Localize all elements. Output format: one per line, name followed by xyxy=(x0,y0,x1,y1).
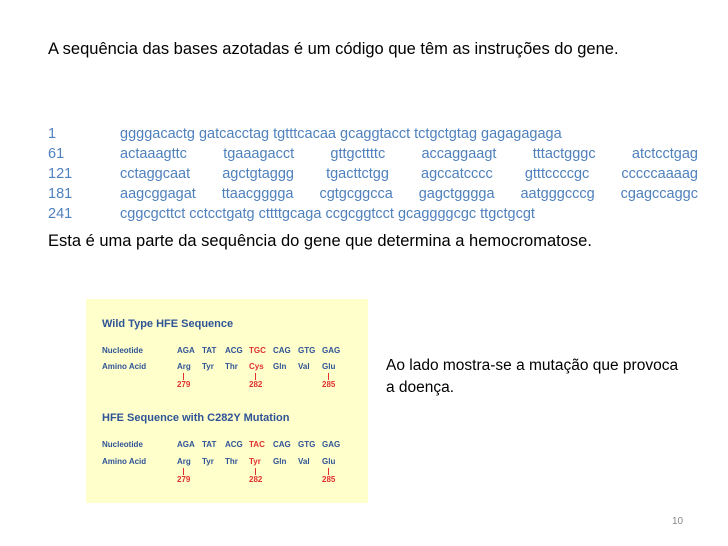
position-number: 282 xyxy=(249,380,263,389)
sequence-text xyxy=(120,124,698,144)
amino-acid: Arg xyxy=(177,362,191,371)
codon: CAG xyxy=(273,440,291,449)
sequence-position: 61 xyxy=(48,146,65,162)
amino-acid: Glu xyxy=(322,362,336,371)
amino-acid: Thr xyxy=(225,362,238,371)
sequence-chunk: ttaacgggga xyxy=(221,186,294,202)
sequence-chunk: gtttccccgc xyxy=(524,166,590,182)
page-number: 10 xyxy=(672,516,684,527)
sequence-chunk: gagctgggga xyxy=(418,186,495,202)
sequence-chunk: accaggaagt xyxy=(421,146,497,162)
sequence-position: 121 xyxy=(48,166,73,182)
hfe-mutation-figure xyxy=(86,299,368,503)
codon: TAT xyxy=(202,346,217,355)
position-tick xyxy=(183,468,184,475)
wild-type-title: Wild Type HFE Sequence xyxy=(102,318,234,330)
sequence-text xyxy=(120,204,698,224)
sequence-chunk: gatcacctag xyxy=(198,126,270,142)
sequence-chunk: ttgctgcgt xyxy=(480,206,535,222)
codon: ACG xyxy=(225,346,243,355)
sequence-position: 241 xyxy=(48,206,73,222)
sequence-chunk: tgtttcacaa xyxy=(273,126,336,142)
mutation-caption: Ao lado mostra-se a mutação que provoca a doença. xyxy=(386,357,679,396)
position-number: 282 xyxy=(249,475,263,484)
sequence-chunk: cgtgcggcca xyxy=(319,186,393,202)
sequence-position: 1 xyxy=(48,126,57,142)
sequence-text xyxy=(120,184,698,204)
amino-acid: Thr xyxy=(225,457,238,466)
sequence-chunk: aatgggcccg xyxy=(520,186,595,202)
position-number: 285 xyxy=(322,380,336,389)
codon: GAG xyxy=(322,346,341,355)
position-tick xyxy=(328,373,329,380)
sequence-chunk: agctgtaggg xyxy=(222,166,294,182)
sequence-row xyxy=(48,204,698,224)
amino-acid: Val xyxy=(298,457,310,466)
nucleotide-label: Nucleotide xyxy=(102,346,143,355)
position-number: 279 xyxy=(177,475,191,484)
wild-amino-row xyxy=(102,362,362,374)
amino-acid: Tyr xyxy=(202,362,214,371)
sequence-chunk: atctcctgag xyxy=(631,146,698,162)
wild-nucleotide-row xyxy=(102,346,362,358)
amino-acid-label: Amino Acid xyxy=(102,362,147,371)
mutation-title: HFE Sequence with C282Y Mutation xyxy=(102,412,290,424)
sequence-chunk: cctcctgatg xyxy=(189,206,255,222)
nucleotide-label: Nucleotide xyxy=(102,440,143,449)
codon: GTG xyxy=(298,440,316,449)
sequence-chunk: cggcgcttct xyxy=(120,206,186,222)
mutant-nucleotide-row xyxy=(102,440,362,452)
sequence-chunk: tctgctgtag xyxy=(414,126,478,142)
amino-acid: Arg xyxy=(177,457,191,466)
sequence-chunk: tttactgggc xyxy=(532,146,596,162)
amino-acid: Gln xyxy=(273,457,287,466)
codon: AGA xyxy=(177,346,195,355)
codon-highlight: TGC xyxy=(249,346,266,355)
sequence-row xyxy=(48,124,698,144)
amino-acid: Val xyxy=(298,362,310,371)
sequence-chunk: actaaagttc xyxy=(120,146,187,162)
position-tick xyxy=(328,468,329,475)
codon: ACG xyxy=(225,440,243,449)
sequence-chunk: tgaaagacct xyxy=(223,146,295,162)
sequence-chunk: tgacttctgg xyxy=(326,166,389,182)
slide-heading: A sequência das bases azotadas é um código que têm as instruções do gene. xyxy=(48,40,619,58)
codon: GTG xyxy=(298,346,316,355)
sequence-row xyxy=(48,184,698,204)
hemochromatosis-caption: Esta é uma parte da sequência do gene que determina a hemocromatose. xyxy=(48,232,592,250)
position-number: 285 xyxy=(322,475,336,484)
sequence-chunk: ggggacactg xyxy=(120,126,195,142)
codon: GAG xyxy=(322,440,341,449)
position-tick xyxy=(255,468,256,475)
mutant-amino-row xyxy=(102,457,362,469)
position-tick xyxy=(255,373,256,380)
sequence-chunk: gcaggtacct xyxy=(340,126,411,142)
sequence-chunk: cttttgcaga xyxy=(258,206,322,222)
sequence-chunk: gttgcttttc xyxy=(330,146,386,162)
amino-acid: Tyr xyxy=(202,457,214,466)
codon: CAG xyxy=(273,346,291,355)
sequence-chunk: gcaggggcgc xyxy=(397,206,477,222)
codon: AGA xyxy=(177,440,195,449)
codon: TAT xyxy=(202,440,217,449)
sequence-chunk: cctaggcaat xyxy=(120,166,191,182)
amino-acid: Gln xyxy=(273,362,287,371)
sequence-chunk: agccatcccc xyxy=(421,166,493,182)
sequence-text xyxy=(120,164,698,184)
amino-acid-label: Amino Acid xyxy=(102,457,147,466)
amino-acid: Glu xyxy=(322,457,336,466)
sequence-chunk: cgagccaggc xyxy=(620,186,698,202)
position-tick xyxy=(183,373,184,380)
amino-acid-highlight: Cys xyxy=(249,362,264,371)
sequence-chunk: ccgcggtcct xyxy=(325,206,394,222)
sequence-chunk: aagcggagat xyxy=(120,186,196,202)
gene-sequence-block xyxy=(48,124,698,224)
sequence-text xyxy=(120,144,698,164)
sequence-chunk: cccccaaaag xyxy=(621,166,698,182)
amino-acid-highlight: Tyr xyxy=(249,457,261,466)
sequence-row xyxy=(48,164,698,184)
sequence-row xyxy=(48,144,698,164)
position-number: 279 xyxy=(177,380,191,389)
sequence-position: 181 xyxy=(48,186,73,202)
sequence-chunk: gagagagaga xyxy=(481,126,562,142)
codon-highlight: TAC xyxy=(249,440,265,449)
